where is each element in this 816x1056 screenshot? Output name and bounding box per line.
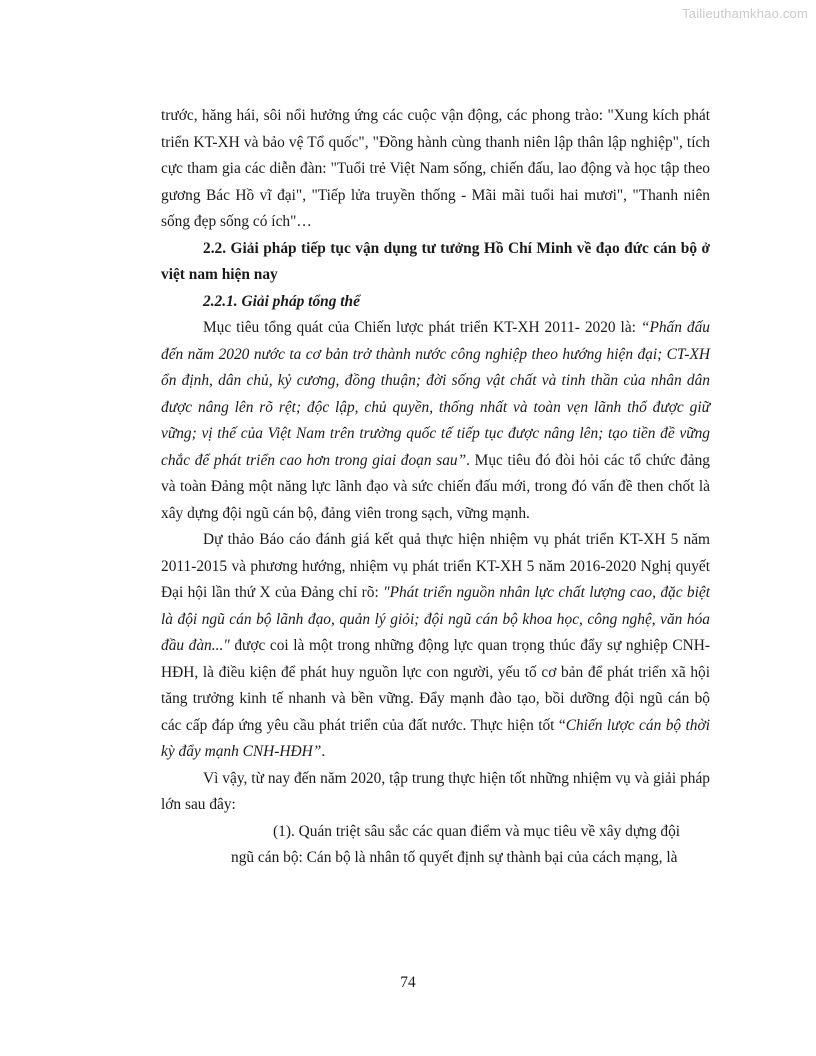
paragraph-draft-report — [161, 527, 710, 766]
page-number: 74 — [400, 974, 416, 991]
list-item-1-line-2: ngũ cán bộ: Cán bộ là nhân tố quyết định sự thành bại của cách mạng, là — [231, 849, 678, 866]
section-heading: 2.2. Giải pháp tiếp tục vận dụng tư tưởng Hồ Chí Minh về đạo đức cán bộ ở việt nam hiện nay — [161, 239, 710, 283]
text-run: Mục tiêu tổng quát của Chiến lược phát triển KT-XH 2011- 2020 là: — [203, 319, 641, 336]
text-run: . — [321, 743, 326, 760]
watermark: Tailieuthamkhao.com — [682, 6, 808, 21]
text-run: . Mục tiêu đó đòi hỏi các tổ chức đảng và toàn Đảng một năng lực lãnh đạo và sức chiến đấu mới, trong đó vấn đề then chốt là xây dựng đội ngũ cán bộ, đảng viên trong sạch, vững mạnh. — [161, 451, 710, 522]
text-run: Dự thảo Báo cáo đánh giá kết quả thực hiện nhiệm vụ phát triển KT-XH 5 năm 2011-2015 và phương hướng, nhiệm vụ phát triển KT-XH 5 năm 2016-2020 Nghị quyết Đại hội lần thứ X của Đảng chỉ rõ: — [161, 531, 710, 601]
paragraph-tasks-intro: Vì vậy, từ nay đến năm 2020, tập trung thực hiện tốt những nhiệm vụ và giải pháp lớn sau đây: — [161, 769, 710, 813]
paragraph-strategy-goal — [161, 315, 710, 527]
italic-quote: Chiến lược cán bộ thời kỳ đẩy mạnh CNH-HĐH” — [161, 716, 710, 760]
document-body — [161, 103, 710, 872]
text-run: được coi là một trong những động lực quan trọng thúc đẩy sự nghiệp CNH-HĐH, là điều kiện để phát huy nguồn lực con người, yếu tố cơ bản để phát triển xã hội tăng trưởng kinh tế nhanh và bền vững. Đẩy mạnh đào tạo, bồi dưỡng đội ngũ cán bộ các cấp đáp ứng yêu cầu phát triển của đất nước. Thực hiện tốt “ — [161, 637, 710, 734]
subsection-heading: 2.2.1. Giải pháp tổng thể — [203, 292, 360, 310]
paragraph-continuation: trước, hăng hái, sôi nổi hưởng ứng các cuộc vận động, các phong trào: "Xung kích phát triển KT-XH và bảo vệ Tổ quốc", "Đồng hành cùng thanh niên lập thân lập nghiệp", tích cực tham gia các diễn đàn: "Tuổi trẻ Việt Nam sống, chiến đấu, lao động và học tập theo gương Bác Hồ vĩ đại", "Tiếp lửa truyền thống - Mãi mãi tuổi hai mươi", "Thanh niên sống đẹp sống có ích"… — [161, 107, 710, 230]
list-item-1-line-1: (1). Quán triệt sâu sắc các quan điểm và mục tiêu về xây dựng đội — [273, 822, 681, 840]
italic-quote: “Phấn đấu đến năm 2020 nước ta cơ bản trở thành nước công nghiệp theo hướng hiện đại; CT-XH ổn định, dân chủ, kỷ cương, đồng thuận; đời sống vật chất và tinh thần của nhân dân được nâng lên rõ rệt; độc lập, chủ quyền, thống nhất và toàn vẹn lãnh thổ được giữ vững; vị thế của Việt Nam trên trường quốc tế tiếp tục được nâng lên; tạo tiền đề vững chắc để phát triển cao hơn trong giai đoạn sau” — [161, 319, 710, 469]
italic-quote: "Phát triển nguồn nhân lực chất lượng cao, đặc biệt là đội ngũ cán bộ lãnh đạo, quản lý giỏi; đội ngũ cán bộ khoa học, công nghệ, văn hóa đầu đàn..." — [161, 584, 710, 654]
